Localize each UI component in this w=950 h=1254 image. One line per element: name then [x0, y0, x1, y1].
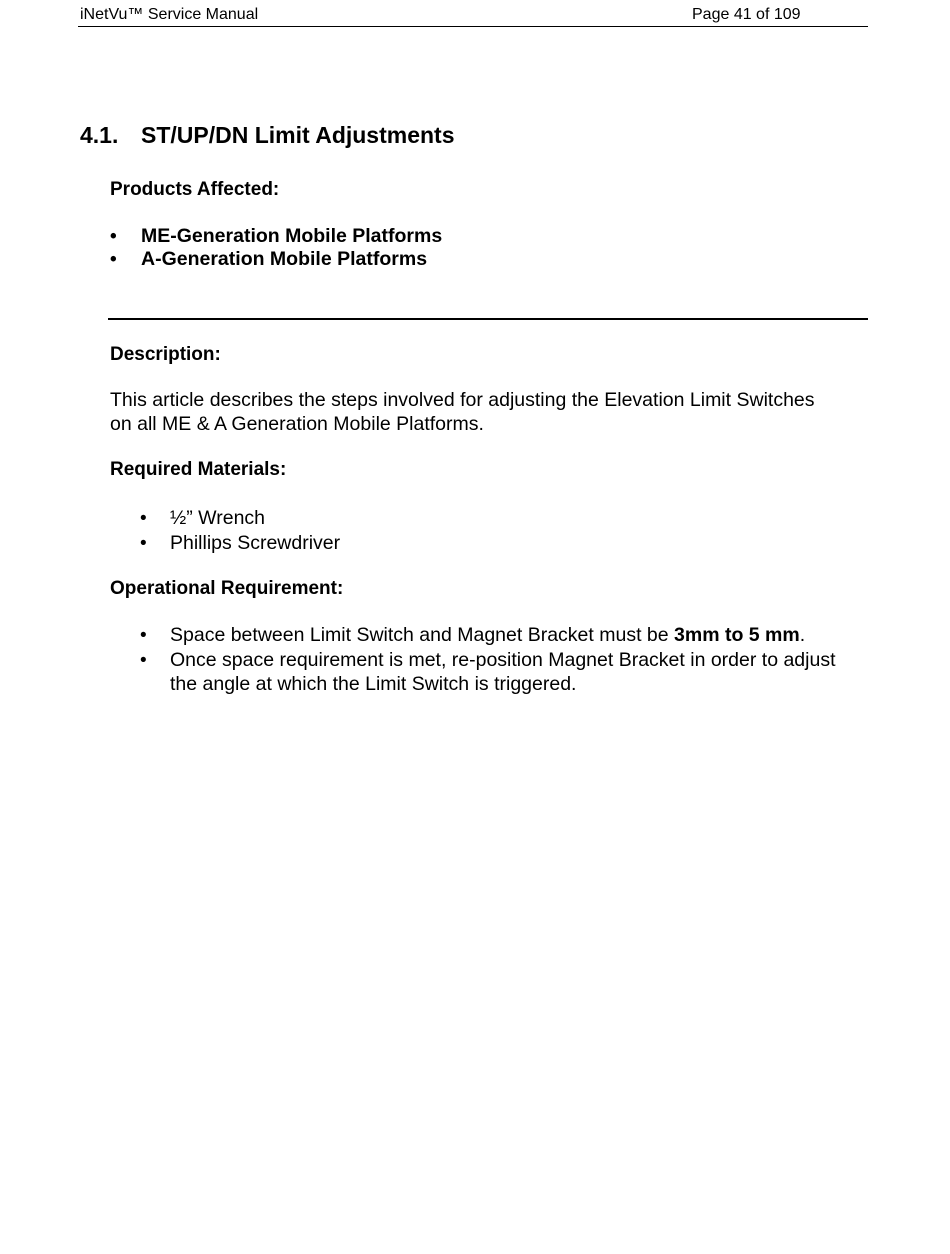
section-divider: [108, 318, 868, 320]
bullet-icon: •: [110, 249, 117, 270]
list-item: [140, 624, 868, 648]
list-item: [140, 507, 340, 532]
required-materials-label: Required Materials:: [110, 459, 287, 480]
list-item: [110, 225, 442, 248]
requirement-line-1: Once space requirement is met, re-position Magnet Bracket in order to adjust: [170, 649, 836, 671]
products-affected-label: Products Affected:: [110, 179, 280, 200]
section-title: ST/UP/DN Limit Adjustments: [141, 122, 455, 148]
section-number: 4.1.: [80, 122, 119, 148]
bullet-icon: •: [110, 226, 117, 247]
bullet-icon: •: [140, 625, 147, 646]
requirement-spacing-value: 3mm to 5 mm: [674, 624, 800, 646]
page-number: Page 41 of 109: [692, 6, 801, 23]
required-materials-list: [140, 507, 340, 556]
page-header: [78, 4, 868, 27]
material-item-wrench: ½” Wrench: [170, 507, 266, 529]
product-item-a-generation: A-Generation Mobile Platforms: [141, 248, 428, 270]
section-heading: [80, 122, 455, 149]
operational-requirement-list: [140, 624, 868, 698]
product-item-me-generation: ME-Generation Mobile Platforms: [141, 225, 443, 247]
manual-title: iNetVu™ Service Manual: [80, 6, 259, 23]
description-text: [110, 389, 860, 436]
list-item: [140, 649, 868, 696]
requirement-text-post: .: [799, 624, 806, 646]
material-item-screwdriver: Phillips Screwdriver: [170, 531, 341, 554]
bullet-icon: •: [140, 508, 147, 529]
bullet-icon: •: [140, 650, 147, 671]
description-line-1: This article describes the steps involved for adjusting the Elevation Limit Switches: [110, 389, 815, 411]
description-label: Description:: [110, 344, 221, 365]
list-item: [110, 248, 442, 271]
description-line-2: on all ME & A Generation Mobile Platforms.: [110, 412, 484, 435]
bullet-icon: •: [140, 532, 147, 554]
list-item: [140, 532, 340, 557]
requirement-text-pre: Space between Limit Switch and Magnet Bracket must be: [170, 624, 675, 646]
products-affected-list: [110, 225, 442, 271]
operational-requirement-label: Operational Requirement:: [110, 578, 344, 599]
requirement-line-2: the angle at which the Limit Switch is triggered.: [170, 672, 577, 695]
